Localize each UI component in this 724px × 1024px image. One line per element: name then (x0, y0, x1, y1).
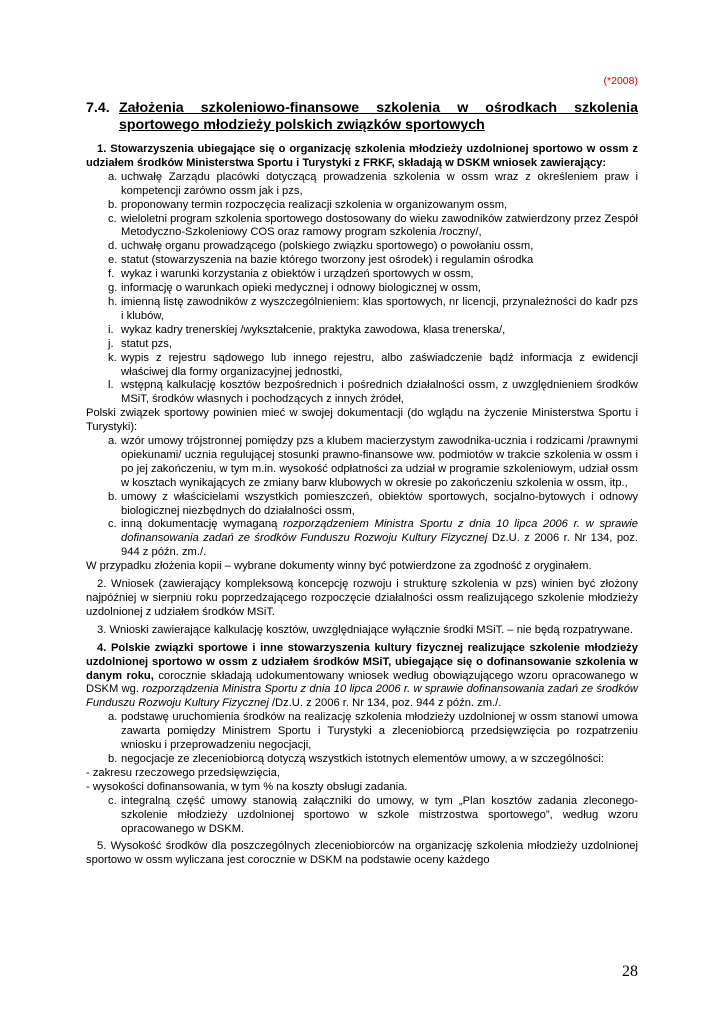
list-item: d. uchwałę organu prowadzącego (polskiego związku sportowego) o powołaniu ossm, (108, 240, 534, 253)
page-number: 28 (622, 963, 638, 980)
agreement-list (86, 711, 638, 767)
list-item: b. negocjacje ze zleceniobiorcą dotyczą wszystkich istotnych elementów umowy, a w szczególności: (108, 752, 604, 765)
revision-note: (*2008) (603, 75, 638, 87)
list-item: k. wypis z rejestru sądowego lub innego rejestru, albo zaświadczenie bądź informacja z ewidencji właściwej dla formy organizacyjnej jednostki, (108, 351, 638, 378)
list-item: l. wstępną kalkulację kosztów bezpośrednich i pośrednich działalności ossm, z uwzględnieniem środków MSiT, środków własnych i pochodzących z innych źródeł, (108, 379, 638, 406)
list-item: a. podstawę uruchomienia środków na realizację szkolenia młodzieży uzdolnionej w ossm stanowi umowa zawarta pomiędzy Ministrem Sportu i Turystyki a zleceniobiorcą przedsięwzięcia po rozpatrzeniu wniosku i przeprowadzeniu negocjacji, (108, 711, 638, 752)
list-item: b. proponowany termin rozpoczęcia realizacji szkolenia w organizowanym ossm, (108, 198, 508, 211)
paragraph-3: 3. Wnioski zawierające kalkulację kosztów, uwzględniające wyłącznie środki MSiT. – nie będą rozpatrywane. (97, 623, 634, 636)
list-item: a. wzór umowy trójstronnej pomiędzy pzs a klubem macierzystym zawodnika-ucznia i rodzicami /prawnymi opiekunami/ ucznia regulującej stosunki prawno-finansowe ww. podmiotów w trakcie szkolenia w ossm i po jej zakończeniu, w tym m.in. wysokość odpłatności za udział w programie szkoleniowym, udział ossm w kosztach wynikających ze zmiany barw klubowych w okresie po zakończeniu szkolenia w ossm, itp., (108, 435, 638, 489)
list-item: c. integralną część umowy stanowią załączniki do umowy, w tym „Plan kosztów zadania zleconego-szkolenie młodzieży uzdolnionej sportowo w szkole mistrzostwa sportowego”, według wzoru opracowanego w DSKM. (108, 794, 638, 835)
list-item: e. statut (stowarzyszenia na bazie którego tworzony jest ośrodek) i regulamin ośrodka (108, 254, 534, 267)
section-title-line1: Założenia szkoleniowo-finansowe szkolenia w ośrodkach szkolenia (119, 100, 638, 116)
dash-item-2: - wysokości dofinansowania, w tym % na koszty obsługi zadania. (86, 780, 408, 793)
documentation-list (86, 435, 638, 518)
document-body (86, 143, 638, 868)
documentation-list-c (86, 518, 638, 560)
list-item: g. informację o warunkach opieki medycznej i odnowy biologicznej w ossm, (108, 282, 482, 295)
section-heading (86, 100, 638, 134)
list-item: j. statut pzs, (108, 337, 172, 350)
agreement-list-c (86, 795, 638, 837)
paragraph-5: 5. Wysokość środków dla poszczególnych zleceniobiorców na organizację szkolenia młodzieży uzdolnionej sportowo w ossm wyliczana jest corocznie w DSKM na podstawie oceny każdego (86, 840, 638, 867)
paragraph-1: 1. Stowarzyszenia ubiegające się o organizację szkolenia młodzieży uzdolnionej sportowo w ossm z udziałem środków Ministerstwa Sportu i Turystyki z FRKF, składają w DSKM wniosek zawierający: (86, 143, 638, 169)
section-title-line2: sportowego młodzieży polskich związków sportowych (119, 117, 485, 133)
list-item: b. umowy z właścicielami wszystkich pomieszczeń, obiektów sportowych, socjalno-bytowych i odnowy biologicznej niezbędnych do działalności ossm, (108, 490, 638, 517)
dash-item-1: - zakresu rzeczowego przedsięwzięcia, (86, 766, 280, 779)
paragraph-documentation: Polski związek sportowy powinien mieć w swojej dokumentacji (do wglądu na życzenie Ministerstwa Sportu i Turystyki): (86, 407, 638, 434)
paragraph-2: 2. Wniosek (zawierający kompleksową koncepcję rozwoju i strukturę szkolenia w pzs) winien być złożony najpóźniej w sierpniu roku poprzedzającego rozpoczęcie działalności ossm realizującego szkolenie młodzieży uzdolnionej z udziałem środków MSiT. (86, 578, 638, 618)
requirements-list (86, 171, 638, 407)
list-item: i. wykaz kadry trenerskiej /wykształcenie, praktyka zawodowa, klasa trenerska/, (108, 323, 506, 336)
list-item: a. uchwałę Zarządu placówki dotyczącą prowadzenia szkolenia w ossm wraz z określeniem praw i kompetencji zarówno ossm jak i pzs, (108, 170, 638, 197)
list-item: h. imienną listę zawodników z wyszczególnieniem: klas sportowych, nr licencji, przynależności do kadr pzs i klubów, (108, 295, 638, 322)
paragraph-4: 4. Polskie związki sportowe i inne stowarzyszenia kultury fizycznej realizujące szkolenie młodzieży uzdolnionej sportowo w ossm z udziałem środków MSiT, ubiegające się o dofinansowanie szkolenia w danym roku, corocznie składają udokumentowany wniosek według obowiązującego wzoru opracowanego w DSKM wg. rozporządzenia Ministra Sportu z dnia 10 lipca 2006 r. w sprawie dofinansowania zadań ze środków Funduszu Rozwoju Kultury Fizycznej /Dz.U. z 2006 r. Nr 134, poz. 944 z późn. zm./. (86, 641, 638, 710)
section-number: 7.4. (86, 100, 110, 116)
paragraph-copies: W przypadku złożenia kopii – wybrane dokumenty winny być potwierdzone za zgodność z oryginałem. (86, 560, 592, 573)
list-item: f. wykaz i warunki korzystania z obiektów i urządzeń sportowych w ossm, (108, 268, 474, 281)
list-item: c. inną dokumentację wymaganą rozporządzeniem Ministra Sportu z dnia 10 lipca 2006 r. w sprawie dofinansowania zadań ze środków Funduszu Rozwoju Kultury Fizycznej Dz.U. z 2006 r. Nr 134, poz. 944 z późn. zm./. (108, 518, 639, 559)
list-item: c. wieloletni program szkolenia sportowego dostosowany do wieku zawodników zatwierdzony przez Zespół Metodyczno-Szkoleniowy COS oraz ramowy program szkolenia /roczny/, (108, 212, 638, 239)
